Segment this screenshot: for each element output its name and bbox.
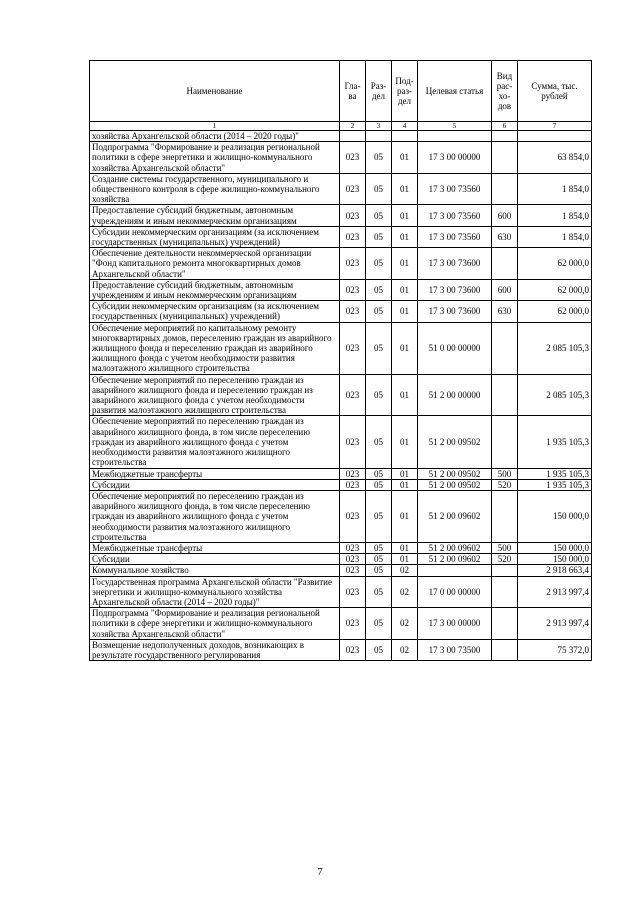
table-row bbox=[90, 542, 592, 553]
row-podrazdel: 01 bbox=[392, 226, 418, 247]
row-sum: 62 000,0 bbox=[518, 279, 592, 300]
row-glava: 023 bbox=[340, 173, 366, 205]
row-podrazdel: 01 bbox=[392, 322, 418, 374]
row-sum: 150 000,0 bbox=[518, 490, 592, 542]
row-sum: 2 085 105,3 bbox=[518, 374, 592, 416]
row-name: Подпрограмма "Формирование и реализация региональной политики в сфере энергетики и жилищно-коммунального хозяйства Архангельской области" bbox=[90, 142, 340, 174]
row-razdel: 05 bbox=[366, 142, 392, 174]
row-name: Обеспечение мероприятий по переселению граждан из аварийного жилищного фонда и переселению граждан из аварийного жилищного фонда с учетом необходимости развития малоэтажного жилищного строительства bbox=[90, 374, 340, 416]
row-razdel: 05 bbox=[366, 468, 392, 479]
row-vid: 500 bbox=[492, 468, 518, 479]
header-vid: Вид рас-хо-дов bbox=[492, 61, 518, 122]
row-razdel: 05 bbox=[366, 554, 392, 565]
row-sum bbox=[518, 131, 592, 142]
table-row bbox=[90, 301, 592, 322]
row-sum: 62 000,0 bbox=[518, 248, 592, 280]
table-row bbox=[90, 468, 592, 479]
header-glava: Гла-ва bbox=[340, 61, 366, 122]
row-razdel: 05 bbox=[366, 374, 392, 416]
column-number: 7 bbox=[518, 122, 592, 131]
row-razdel: 05 bbox=[366, 490, 392, 542]
row-target: 51 0 00 00000 bbox=[418, 322, 492, 374]
row-podrazdel: 02 bbox=[392, 608, 418, 640]
table-row bbox=[90, 576, 592, 608]
row-razdel: 05 bbox=[366, 565, 392, 576]
row-glava: 023 bbox=[340, 322, 366, 374]
row-razdel: 05 bbox=[366, 301, 392, 322]
row-podrazdel: 01 bbox=[392, 248, 418, 280]
row-sum: 1 854,0 bbox=[518, 205, 592, 226]
row-target: 51 2 00 09602 bbox=[418, 490, 492, 542]
row-vid bbox=[492, 322, 518, 374]
row-glava: 023 bbox=[340, 468, 366, 479]
table-row bbox=[90, 490, 592, 542]
row-vid: 630 bbox=[492, 301, 518, 322]
row-sum: 1 854,0 bbox=[518, 226, 592, 247]
row-podrazdel: 01 bbox=[392, 416, 418, 468]
row-razdel: 05 bbox=[366, 279, 392, 300]
row-sum: 63 854,0 bbox=[518, 142, 592, 174]
row-target: 51 2 00 09502 bbox=[418, 416, 492, 468]
table-row bbox=[90, 131, 592, 142]
row-podrazdel: 01 bbox=[392, 468, 418, 479]
row-name: Субсидии некоммерческим организациям (за исключением государственных (муниципальных) учреждений) bbox=[90, 226, 340, 247]
row-name: Субсидии bbox=[90, 479, 340, 490]
table-row bbox=[90, 416, 592, 468]
row-name: Субсидии некоммерческим организациям (за исключением государственных (муниципальных) учреждений) bbox=[90, 301, 340, 322]
row-podrazdel: 01 bbox=[392, 205, 418, 226]
row-name: Субсидии bbox=[90, 554, 340, 565]
row-podrazdel: 01 bbox=[392, 301, 418, 322]
row-sum: 62 000,0 bbox=[518, 301, 592, 322]
row-glava: 023 bbox=[340, 490, 366, 542]
row-glava: 023 bbox=[340, 608, 366, 640]
row-target: 17 3 00 73600 bbox=[418, 301, 492, 322]
row-podrazdel: 02 bbox=[392, 565, 418, 576]
row-podrazdel bbox=[392, 131, 418, 142]
column-number: 2 bbox=[340, 122, 366, 131]
row-sum: 1 854,0 bbox=[518, 173, 592, 205]
table-row bbox=[90, 173, 592, 205]
row-vid: 600 bbox=[492, 205, 518, 226]
row-sum: 2 913 997,4 bbox=[518, 608, 592, 640]
header-podrazdel: Под-раз-дел bbox=[392, 61, 418, 122]
row-vid: 520 bbox=[492, 479, 518, 490]
row-target: 17 3 00 73600 bbox=[418, 279, 492, 300]
row-name: Межбюджетные трансферты bbox=[90, 468, 340, 479]
row-vid bbox=[492, 416, 518, 468]
row-name: Межбюджетные трансферты bbox=[90, 542, 340, 553]
row-glava: 023 bbox=[340, 205, 366, 226]
row-razdel: 05 bbox=[366, 226, 392, 247]
table-row bbox=[90, 374, 592, 416]
row-glava: 023 bbox=[340, 639, 366, 660]
row-name: Обеспечение мероприятий по переселению граждан из аварийного жилищного фонда, в том числе переселению граждан из аварийного жилищного фонда с учетом необходимости развития малоэтажного жилищного строительства bbox=[90, 490, 340, 542]
budget-table bbox=[89, 60, 592, 661]
column-number-row bbox=[90, 122, 592, 131]
table-row bbox=[90, 142, 592, 174]
row-podrazdel: 02 bbox=[392, 576, 418, 608]
table-row bbox=[90, 279, 592, 300]
row-name: Создание системы государственного, муниципального и общественного контроля в сфере жилищно-коммунального хозяйства bbox=[90, 173, 340, 205]
row-vid: 500 bbox=[492, 542, 518, 553]
row-glava: 023 bbox=[340, 248, 366, 280]
row-target: 17 3 00 00000 bbox=[418, 608, 492, 640]
row-glava: 023 bbox=[340, 416, 366, 468]
row-target: 51 2 00 09602 bbox=[418, 542, 492, 553]
row-target: 17 3 00 73600 bbox=[418, 248, 492, 280]
row-target bbox=[418, 131, 492, 142]
row-podrazdel: 01 bbox=[392, 542, 418, 553]
row-vid bbox=[492, 131, 518, 142]
row-glava: 023 bbox=[340, 142, 366, 174]
row-vid: 520 bbox=[492, 554, 518, 565]
row-razdel: 05 bbox=[366, 322, 392, 374]
row-razdel bbox=[366, 131, 392, 142]
row-glava: 023 bbox=[340, 279, 366, 300]
row-sum: 150 000,0 bbox=[518, 554, 592, 565]
row-target: 51 2 00 09502 bbox=[418, 468, 492, 479]
row-podrazdel: 02 bbox=[392, 639, 418, 660]
header-sum: Сумма, тыс. рублей bbox=[518, 61, 592, 122]
row-razdel: 05 bbox=[366, 416, 392, 468]
row-vid bbox=[492, 639, 518, 660]
row-sum: 1 935 105,3 bbox=[518, 468, 592, 479]
row-glava: 023 bbox=[340, 554, 366, 565]
row-vid bbox=[492, 374, 518, 416]
row-sum: 75 372,0 bbox=[518, 639, 592, 660]
table-row bbox=[90, 608, 592, 640]
row-name: Государственная программа Архангельской области "Развитие энергетики и жилищно-коммунального хозяйства Архангельской области (2014 – 2020 годы)" bbox=[90, 576, 340, 608]
row-podrazdel: 01 bbox=[392, 554, 418, 565]
table-row bbox=[90, 248, 592, 280]
header-name: Наименование bbox=[90, 61, 340, 122]
row-sum: 2 085 105,3 bbox=[518, 322, 592, 374]
row-target bbox=[418, 565, 492, 576]
row-razdel: 05 bbox=[366, 248, 392, 280]
row-vid bbox=[492, 248, 518, 280]
row-name: Обеспечение деятельности некоммерческой организации "Фонд капитального ремонта многоквартирных домов Архангельской области" bbox=[90, 248, 340, 280]
row-glava: 023 bbox=[340, 576, 366, 608]
row-sum: 1 935 105,3 bbox=[518, 416, 592, 468]
table-row bbox=[90, 205, 592, 226]
header-row bbox=[90, 61, 592, 122]
table-body bbox=[90, 131, 592, 661]
row-podrazdel: 01 bbox=[392, 374, 418, 416]
row-razdel: 05 bbox=[366, 576, 392, 608]
row-name: Подпрограмма "Формирование и реализация региональной политики в сфере энергетики и жилищно-коммунального хозяйства Архангельской области" bbox=[90, 608, 340, 640]
row-razdel: 05 bbox=[366, 639, 392, 660]
row-razdel: 05 bbox=[366, 205, 392, 226]
table-row bbox=[90, 226, 592, 247]
row-podrazdel: 01 bbox=[392, 142, 418, 174]
row-target: 17 3 00 73500 bbox=[418, 639, 492, 660]
row-name: Возмещение недополученных доходов, возникающих в результате государственного регулирования bbox=[90, 639, 340, 660]
row-glava: 023 bbox=[340, 542, 366, 553]
row-vid bbox=[492, 490, 518, 542]
row-glava: 023 bbox=[340, 479, 366, 490]
row-glava: 023 bbox=[340, 565, 366, 576]
row-vid bbox=[492, 576, 518, 608]
table-row bbox=[90, 479, 592, 490]
row-target: 17 3 00 73560 bbox=[418, 205, 492, 226]
row-podrazdel: 01 bbox=[392, 279, 418, 300]
column-number: 1 bbox=[90, 122, 340, 131]
column-number: 6 bbox=[492, 122, 518, 131]
table-row bbox=[90, 322, 592, 374]
row-name: Обеспечение мероприятий по переселению граждан из аварийного жилищного фонда, в том числе переселению граждан из аварийного жилищного фонда с учетом необходимости развития малоэтажного жилищного строительства bbox=[90, 416, 340, 468]
row-vid: 600 bbox=[492, 279, 518, 300]
table-row bbox=[90, 639, 592, 660]
row-vid: 630 bbox=[492, 226, 518, 247]
row-glava bbox=[340, 131, 366, 142]
row-razdel: 05 bbox=[366, 173, 392, 205]
row-razdel: 05 bbox=[366, 608, 392, 640]
row-name: Предоставление субсидий бюджетным, автономным учреждениям и иным некоммерческим организациям bbox=[90, 205, 340, 226]
row-name: Коммунальное хозяйство bbox=[90, 565, 340, 576]
row-podrazdel: 01 bbox=[392, 490, 418, 542]
row-glava: 023 bbox=[340, 374, 366, 416]
row-target: 17 0 00 00000 bbox=[418, 576, 492, 608]
row-target: 51 2 00 09602 bbox=[418, 554, 492, 565]
column-number: 4 bbox=[392, 122, 418, 131]
row-vid bbox=[492, 608, 518, 640]
row-glava: 023 bbox=[340, 226, 366, 247]
row-podrazdel: 01 bbox=[392, 479, 418, 490]
header-razdel: Раз-дел bbox=[366, 61, 392, 122]
column-number: 5 bbox=[418, 122, 492, 131]
row-podrazdel: 01 bbox=[392, 173, 418, 205]
row-name: Обеспечение мероприятий по капитальному ремонту многоквартирных домов, переселению граждан из аварийного жилищного фонда и переселению граждан из аварийного жилищного фонда с учетом необходимости развития малоэтажного жилищного строительства bbox=[90, 322, 340, 374]
row-razdel: 05 bbox=[366, 479, 392, 490]
row-vid bbox=[492, 173, 518, 205]
row-sum: 150 000,0 bbox=[518, 542, 592, 553]
header-target: Целевая статья bbox=[418, 61, 492, 122]
row-vid bbox=[492, 142, 518, 174]
row-target: 17 3 00 00000 bbox=[418, 142, 492, 174]
row-razdel: 05 bbox=[366, 542, 392, 553]
row-target: 51 2 00 00000 bbox=[418, 374, 492, 416]
row-sum: 2 913 997,4 bbox=[518, 576, 592, 608]
row-sum: 1 935 105,3 bbox=[518, 479, 592, 490]
row-name: хозяйства Архангельской области (2014 – 2020 годы)" bbox=[90, 131, 340, 142]
row-name: Предоставление субсидий бюджетным, автономным учреждениям и иным некоммерческим организациям bbox=[90, 279, 340, 300]
column-number: 3 bbox=[366, 122, 392, 131]
row-target: 51 2 00 09502 bbox=[418, 479, 492, 490]
row-target: 17 3 00 73560 bbox=[418, 173, 492, 205]
table-row bbox=[90, 565, 592, 576]
row-target: 17 3 00 73560 bbox=[418, 226, 492, 247]
row-sum: 2 918 663,4 bbox=[518, 565, 592, 576]
table-row bbox=[90, 554, 592, 565]
row-vid bbox=[492, 565, 518, 576]
page-number: 7 bbox=[317, 866, 323, 878]
row-glava: 023 bbox=[340, 301, 366, 322]
